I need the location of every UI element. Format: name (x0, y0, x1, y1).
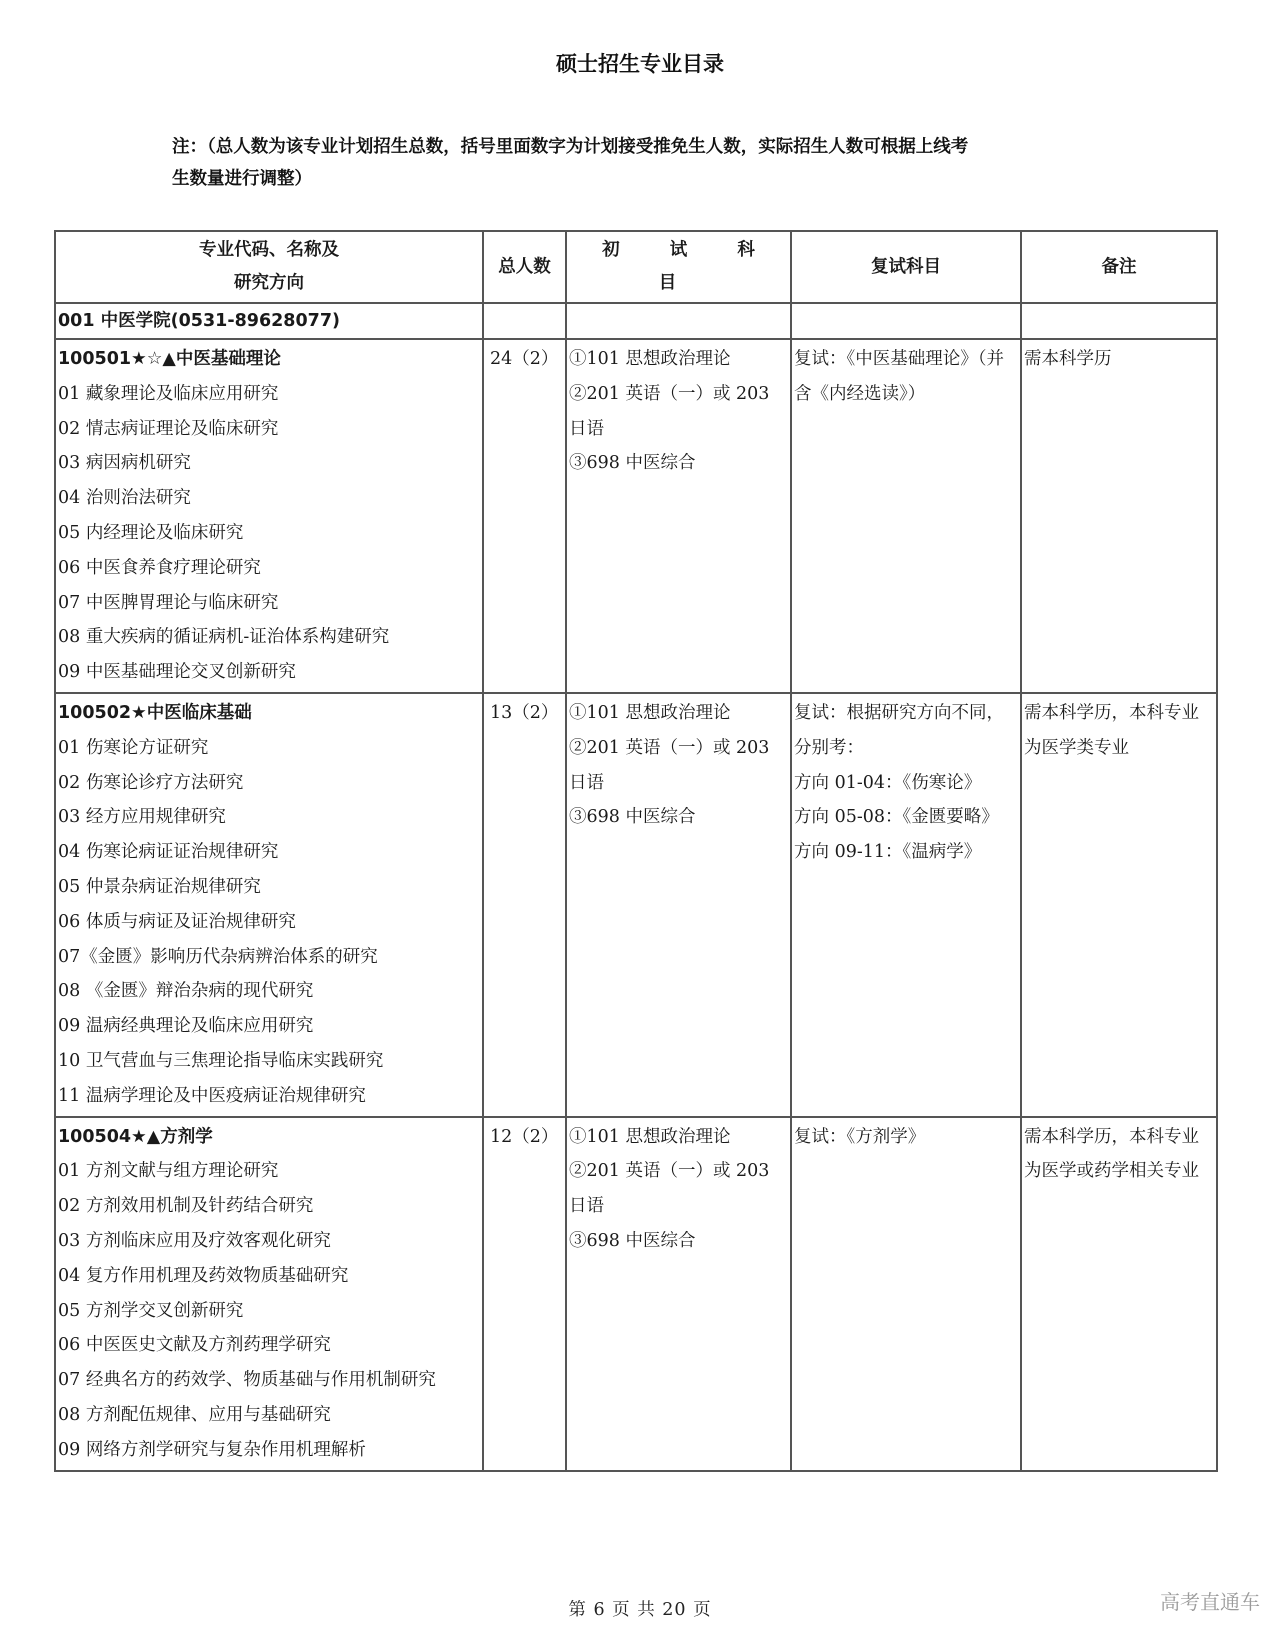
exam-subject: ①101 思想政治理论 (569, 349, 731, 369)
exam-subject: ①101 思想政治理论 (569, 702, 731, 723)
research-direction: 04 复方作用机理及药效物质基础研究 (58, 1265, 349, 1286)
major-directions-cell (55, 693, 483, 1117)
remarks-cell: 需本科学历，本科专业为医学或药学相关专业 (1021, 1117, 1217, 1471)
research-direction: 10 卫气营血与三焦理论指导临床实践研究 (58, 1050, 384, 1071)
header-initial-exam (566, 231, 791, 303)
note-line-1: 注：（总人数为该专业计划招生总数，括号里面数字为计划接受推免生人数，实际招生人数可根据上线考 (172, 137, 969, 157)
research-direction: 07《金匮》影响历代杂病辨治体系的研究 (58, 946, 378, 967)
research-direction: 11 温病学理论及中医疫病证治规律研究 (58, 1085, 366, 1106)
total-count: 13（2） (483, 693, 566, 1117)
remarks-cell: 需本科学历 (1021, 339, 1217, 693)
retest-subject: 方向 09-11：《温病学》 (794, 842, 982, 863)
exam-subject: ①101 思想政治理论 (569, 1126, 731, 1147)
major-directions-cell (55, 339, 483, 693)
retest-cell (791, 339, 1021, 693)
research-direction: 09 网络方剂学研究与复杂作用机理解析 (58, 1439, 366, 1460)
major-row (55, 339, 1217, 693)
table-header-row (55, 231, 1217, 303)
retest-subject: 复试：《中医基础理论》（并含《内经选读》） (794, 349, 1004, 404)
college-row (55, 303, 1217, 339)
research-direction: 06 中医医史文献及方剂药理学研究 (58, 1335, 331, 1356)
total-count: 24（2） (483, 339, 566, 693)
research-direction: 03 经方应用规律研究 (58, 807, 226, 828)
research-direction: 05 方剂学交叉创新研究 (58, 1300, 244, 1321)
major-title: 100504★▲方剂学 (58, 1126, 213, 1147)
header-retest: 复试科目 (791, 231, 1021, 303)
initial-exam-cell (566, 693, 791, 1117)
research-direction: 05 仲景杂病证治规律研究 (58, 876, 261, 897)
college-name (55, 303, 483, 339)
research-direction: 04 伤寒论病证证治规律研究 (58, 842, 279, 863)
research-direction: 06 体质与病证及证治规律研究 (58, 911, 296, 932)
research-direction: 08 重大疾病的循证病机-证治体系构建研究 (58, 627, 390, 648)
research-direction: 01 伤寒论方证研究 (58, 737, 209, 758)
page-number: 第 6 页 共 20 页 (568, 1600, 712, 1620)
research-direction: 05 内经理论及临床研究 (58, 522, 244, 543)
research-direction: 08 《金匮》辩治杂病的现代研究 (58, 981, 314, 1002)
retest-cell (791, 1117, 1021, 1471)
watermark: 高考直通车 (1160, 1590, 1260, 1614)
research-direction: 02 情志病证理论及临床研究 (58, 418, 279, 439)
major-title: 100501★☆▲中医基础理论 (58, 349, 281, 369)
college-name-text: 001 中医学院(0531-89628077) (58, 311, 340, 331)
research-direction: 02 方剂效用机制及针药结合研究 (58, 1196, 314, 1217)
research-direction: 02 伤寒论诊疗方法研究 (58, 772, 244, 793)
research-direction: 07 中医脾胃理论与临床研究 (58, 592, 279, 613)
major-row (55, 1117, 1217, 1471)
exam-subject: ②201 英语（一）或 203 日语 (569, 383, 770, 439)
research-direction: 09 温病经典理论及临床应用研究 (58, 1016, 314, 1037)
page-title: 硕士招生专业目录 (556, 52, 724, 76)
research-direction: 03 方剂临床应用及疗效客观化研究 (58, 1230, 331, 1251)
research-direction: 06 中医食养食疗理论研究 (58, 557, 261, 578)
header-major-line-1: 专业代码、名称及 (199, 240, 339, 260)
exam-subject: ③698 中医综合 (569, 807, 696, 828)
research-direction: 09 中医基础理论交叉创新研究 (58, 662, 296, 683)
research-direction: 08 方剂配伍规律、应用与基础研究 (58, 1404, 331, 1425)
note-line-2: 生数量进行调整） (172, 169, 312, 189)
total-count: 12（2） (483, 1117, 566, 1471)
remarks-cell: 需本科学历，本科专业为医学类专业 (1021, 693, 1217, 1117)
college-empty-cell (566, 303, 791, 339)
header-major (55, 231, 483, 303)
research-direction: 07 经典名方的药效学、物质基础与作用机制研究 (58, 1370, 436, 1391)
note (172, 131, 1112, 195)
major-catalog-table (54, 230, 1218, 1472)
research-direction: 01 藏象理论及临床应用研究 (58, 383, 279, 404)
research-direction: 03 病因病机研究 (58, 453, 191, 474)
research-direction: 01 方剂文献与组方理论研究 (58, 1161, 279, 1182)
retest-subject: 方向 01-04：《伤寒论》 (794, 772, 982, 793)
header-remarks: 备注 (1021, 231, 1217, 303)
initial-exam-cell (566, 1117, 791, 1471)
header-major-line-2: 研究方向 (234, 273, 304, 293)
retest-subject: 复试：《方剂学》 (794, 1126, 926, 1147)
retest-cell (791, 693, 1021, 1117)
header-initial-exam-label: 初 试 科 目 (602, 240, 777, 293)
exam-subject: ②201 英语（一）或 203 日语 (569, 1161, 770, 1217)
exam-subject: ②201 英语（一）或 203 日语 (569, 737, 770, 793)
exam-subject: ③698 中医综合 (569, 453, 696, 474)
initial-exam-cell (566, 339, 791, 693)
major-directions-cell (55, 1117, 483, 1471)
exam-subject: ③698 中医综合 (569, 1230, 696, 1251)
major-row (55, 693, 1217, 1117)
retest-subject: 复试：根据研究方向不同，分别考： (794, 702, 1004, 758)
college-empty-cell (483, 303, 566, 339)
research-direction: 04 治则治法研究 (58, 488, 191, 509)
major-title: 100502★中医临床基础 (58, 702, 252, 723)
college-empty-cell (791, 303, 1021, 339)
header-total: 总人数 (483, 231, 566, 303)
college-empty-cell (1021, 303, 1217, 339)
retest-subject: 方向 05-08：《金匮要略》 (794, 807, 999, 828)
